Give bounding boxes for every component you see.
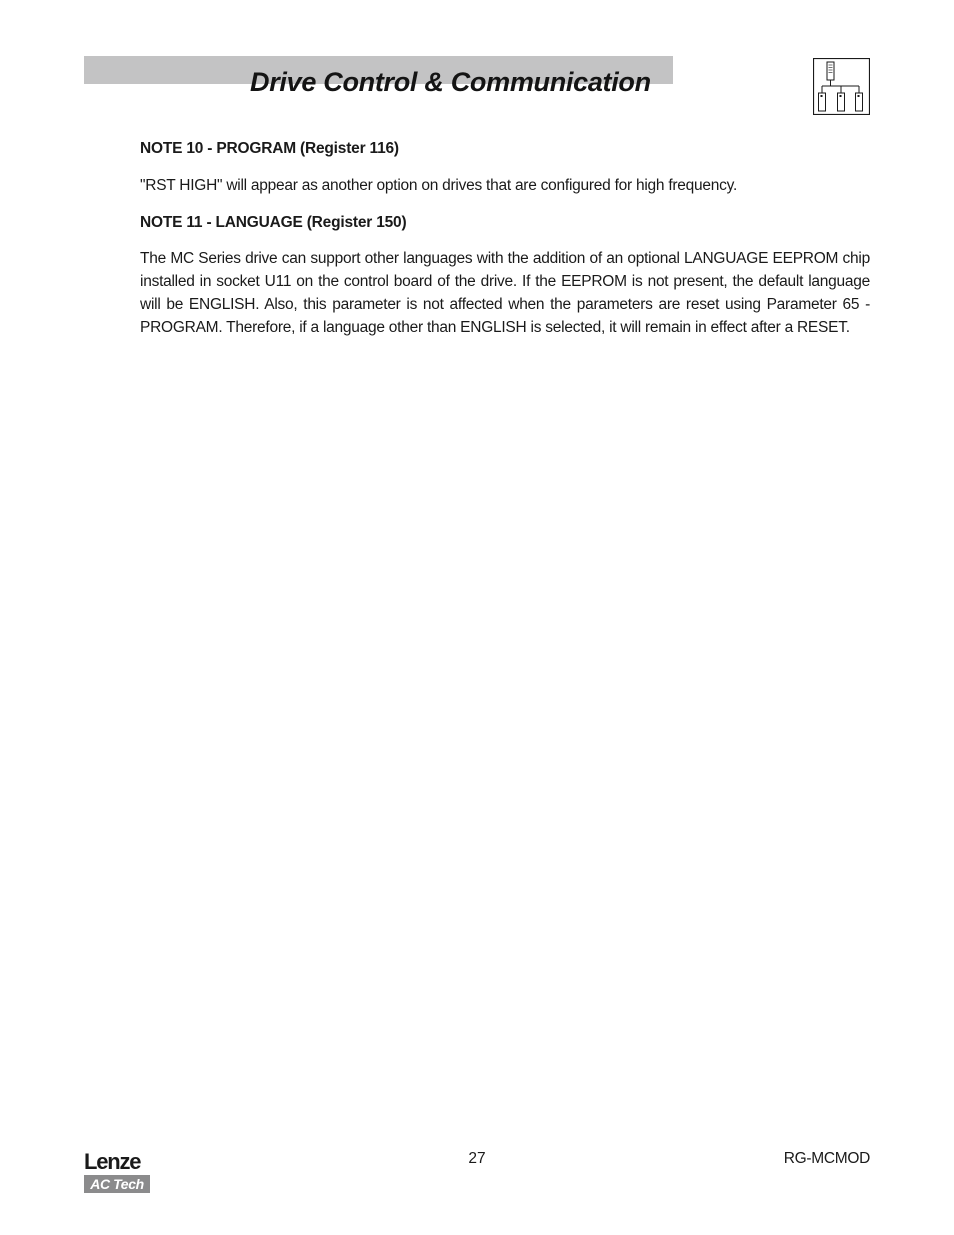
document-code: RG-MCMOD [783,1150,870,1167]
logo-ac-tech-text: AC Tech [84,1175,150,1193]
page-content [140,138,870,340]
page-number: 27 [468,1150,486,1167]
note-10-body: "RST HIGH" will appear as another option on drives that are configured for high frequency. [140,176,738,194]
lenze-ac-tech-logo [84,1151,152,1193]
note-10-heading: NOTE 10 - PROGRAM (Register 116) [140,140,399,157]
network-drives-icon [813,58,870,115]
page-title: Drive Control & Communication [250,67,651,97]
logo-lenze-text: Lenze [84,1149,141,1174]
note-11-heading: NOTE 11 - LANGUAGE (Register 150) [140,213,407,231]
note-11-body: The MC Series drive can support other languages with the addition of an optional LANGUAGE EEPROM chip installed in socket U11 on the control board of the drive. If the EEPROM is not present, the default language will be ENGLISH. Also, this parameter is not affected when the parameters are reset using Parameter 65 - PROGRAM. Therefore, if a language other than ENGLISH is selected, it will remain in effect after a RESET. [140,250,870,336]
